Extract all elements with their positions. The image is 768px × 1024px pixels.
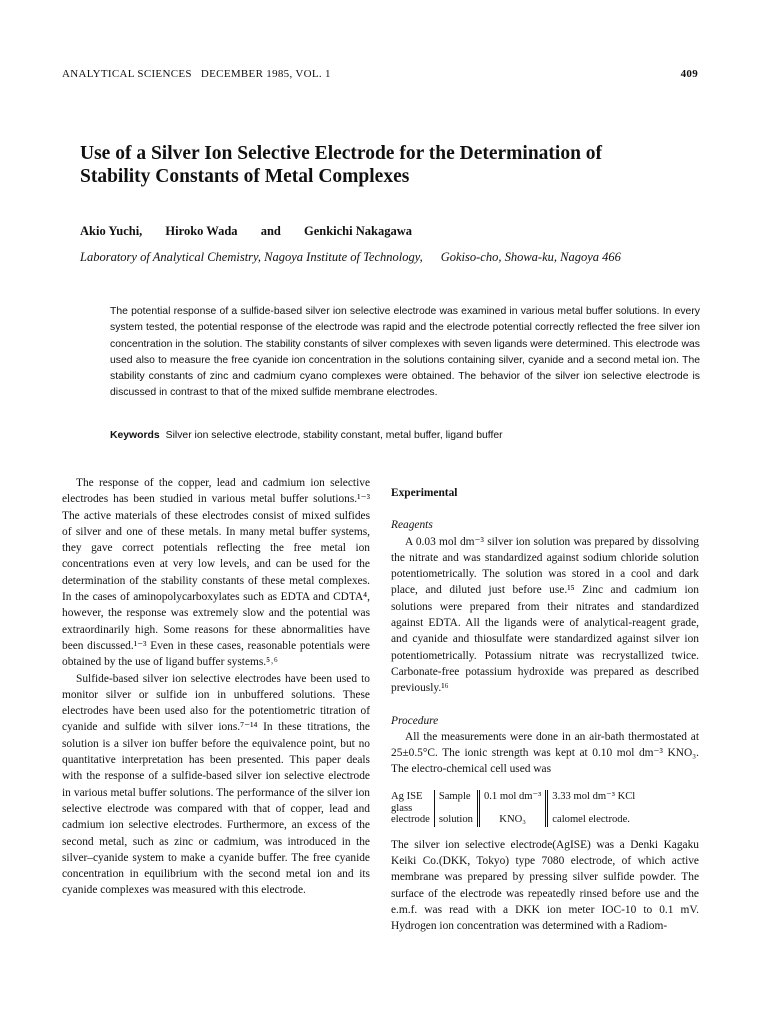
cell-sample [434,790,477,827]
journal-info: ANALYTICAL SCIENCES DECEMBER 1985, VOL. 1 [62,68,331,80]
subsection-heading-reagents: Reagents [391,519,433,532]
cell-text: Sample [438,790,471,802]
intro-paragraph-2: Sulfide-based silver ion selective electrodes have been used to monitor silver or sulfide ion in unbuffered solutions. These electrodes have been used also for the potentiometric titration of cyanide and sulfide with silver ions.⁷⁻¹⁴ In these titrations, the solution is a silver ion buffer before the equivalence point, but no quantitative interpretation has been presented. This paper deals with the response of a sulfide-based silver ion selective electrode in various metal buffer solutions. The performance of the silver ion selective electrode was compared with that of copper, lead and cadmium ion selective electrodes. Furthermore, an excess of the second metal, such as zinc or cadmium, was introduced in the silver–cyanide system to make a cyanide buffer. The free cyanide concentration in equilibrium with the second metal ion and its cyanide complexes was measured with this electrode. [62,672,370,897]
author-2: Hiroko Wada [165,224,238,238]
cell-reference [545,790,639,827]
affiliation-lab: Laboratory of Analytical Chemistry, Nagoya Institute of Technology, [80,250,423,264]
article-title: Use of a Silver Ion Selective Electrode for the Determination of Stability Constants of Metal Complexes [80,143,603,187]
affiliation [80,250,621,265]
subsection-heading-procedure: Procedure [391,714,439,727]
left-column [62,475,370,899]
author-list [80,224,412,239]
cell-diagram [391,790,699,827]
cell-bridge [477,790,545,827]
cell-text: calomel electrode. [552,813,630,825]
cell-text: solution [438,813,473,825]
affiliation-address: Gokiso-cho, Showa-ku, Nagoya 466 [440,250,621,264]
intro-paragraph-1: The response of the copper, lead and cadmium ion selective electrodes has been studied in various metal buffer solutions.¹⁻³ The active materials of these electrodes consist of mixed sulfides of silver and one of these metals. In many metal buffer systems, they gave correct potentials reflecting the free metal ion concentrations even at very low levels, and can be used for the determination of the stability constants of these metal complexes. In the cases of aminopolycarboxylates such as EDTA and CDTA⁴, however, the response was extremely slow and the potential was extraordinarily high. Some reasons for these abnormalities have been discussed.¹⁻³ Even in these cases, reasonable potentials were obtained by the use of ligand buffer systems.⁵˒⁶ [62,477,370,669]
running-header [62,68,698,80]
electrode-paragraph: The silver ion selective electrode(AgISE) was a Denki Kagaku Keiki Co.(DKK, Tokyo) type 7080 electrode, of which active membrane was prepared by pressing silver sulfide powder. The surface of the electrode was repeatedly rinsed before use and the e.m.f. was read with a DKK ion meter IOC-10 to 0.1 mV. Hydrogen ion concentration was determined with a Radiom- [391,838,699,933]
cell-text: Ag ISE [391,790,423,802]
author-1: Akio Yuchi, [80,224,143,238]
cell-text: 3.33 mol dm⁻³ KCl [552,790,636,802]
cell-text: 0.1 mol dm⁻³ [483,790,542,802]
page-number: 409 [680,68,698,80]
cell-text: KNO₃ [499,813,526,825]
procedure-paragraph: All the measurements were done in an air-bath thermostated at 25±0.5°C. The ionic strength was kept at 0.10 mol dm⁻³ KNO₃. The electro-chemical cell used was [391,730,699,776]
cell-electrode [391,790,434,827]
author-3: Genkichi Nakagawa [303,224,412,238]
section-heading-experimental: Experimental [391,487,458,499]
right-column [391,475,699,935]
keywords-label: Keywords [110,430,160,441]
keywords [110,430,503,441]
abstract: The potential response of a sulfide-based silver ion selective electrode was examined in various metal buffer solutions. In every system tested, the potential response of the electrode was rapid and the electrode potential correctly reflected the free silver ion concentration in the solution. The stability constants of silver complexes with seven ligands were determined. This electrode was used also to measure the free cyanide ion concentration in the solutions containing silver, cyanide and a second metal ion. The stability constants of zinc and cadmium cyano complexes were obtained. The behavior of the silver ion selective electrode is discussed in contrast to that of the mixed sulfide membrane electrodes. [110,306,700,399]
keywords-text: Silver ion selective electrode, stability constant, metal buffer, ligand buffer [165,430,503,441]
cell-text: glass [391,802,413,814]
cell-text: electrode [391,813,430,825]
reagents-paragraph: A 0.03 mol dm⁻³ silver ion solution was prepared by dissolving the nitrate and was standardized against sodium chloride solution potentiometrically. The solution was stored in a cool and dark place, and diluted just before use.¹⁵ Zinc and cadmium ion solutions were prepared from their nitrates and standardized against EDTA. All the ligands were of analytical-reagent grade, and cyanide and thiosulfate were standardized against silver ion potentiometrically. Potassium nitrate was recrystallized twice. Carbonate-free potassium hydroxide was prepared as described previously.¹⁶ [391,535,699,695]
author-conjunction: and [260,224,281,238]
